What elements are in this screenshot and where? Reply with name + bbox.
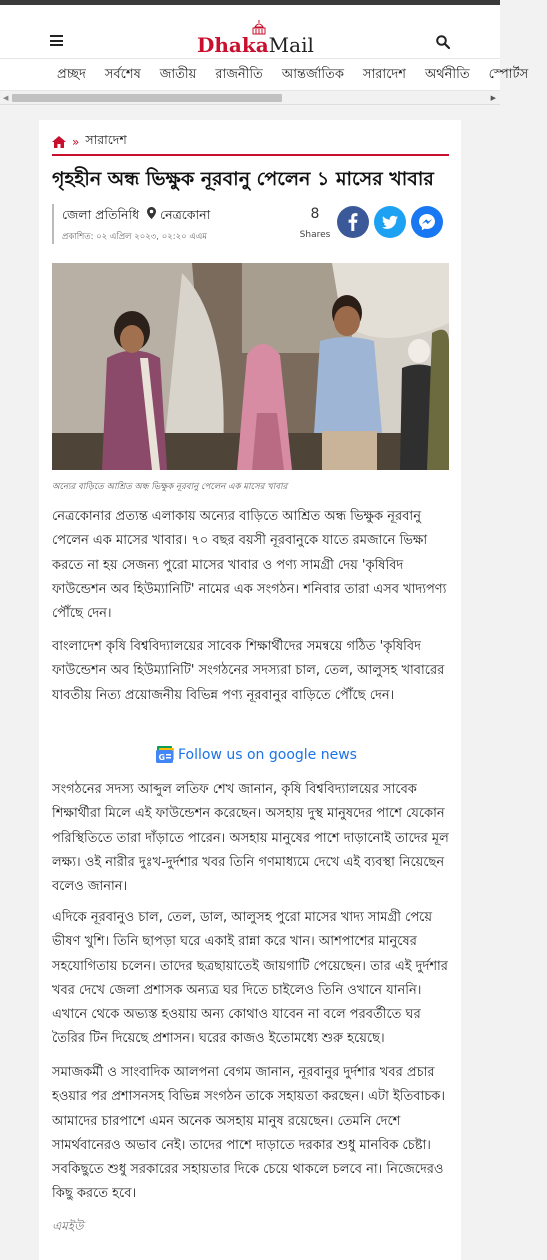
author-name: জেলা প্রতিনিধি bbox=[62, 207, 140, 222]
nav-item[interactable]: রাজনীতি bbox=[215, 67, 263, 82]
google-news-follow-link[interactable] bbox=[156, 746, 357, 763]
category-nav bbox=[0, 59, 529, 91]
breadcrumb-divider bbox=[52, 154, 449, 156]
author-location: নেত্রকোনা bbox=[160, 207, 211, 222]
article-photo-illustration bbox=[52, 263, 449, 470]
messenger-icon bbox=[411, 206, 443, 238]
logo-text-dhaka: Dhaka bbox=[197, 33, 269, 57]
twitter-icon bbox=[374, 206, 406, 238]
twitter-share-button[interactable] bbox=[374, 206, 406, 238]
breadcrumb bbox=[52, 132, 127, 152]
article-container bbox=[39, 120, 461, 1260]
site-header bbox=[0, 5, 500, 59]
article-title: গৃহহীন অন্ধ ভিক্ষুক নূরবানু পেলেন ১ মাসের খাবার bbox=[52, 168, 434, 190]
scroll-left-arrow-icon[interactable]: ◀ bbox=[3, 94, 9, 102]
scrollbar-thumb[interactable] bbox=[12, 94, 282, 102]
search-icon[interactable] bbox=[436, 35, 450, 49]
share-count-number: 8 bbox=[310, 206, 320, 222]
breadcrumb-separator: » bbox=[72, 135, 80, 149]
location-pin-icon bbox=[147, 207, 160, 222]
nav-item[interactable]: সর্বশেষ bbox=[104, 67, 141, 82]
article-paragraph: এদিকে নূরবানুও চাল, তেল, ডাল, আলুসহ পুরো মাসের খাদ্য সামগ্রী পেয়ে ভীষণ খুশি। তিনি ছাপড়া ঘরে একাই রান্না করে খান। আশপাশের মানুষের সহযোগিতায় চলেন। তাদের ছত্রছায়াতেই জায়গাটি পেয়েছেন। তার এই দুর্দশার খবর দেখে জেলা প্রশাসক অন্যত্র ঘর দিতে চাইলেও তিনি ওখানে যাননি। এখানে থেকে অভ্যস্ত হওয়ায় অন্য কোথাও যাবেন না বলে পরবর্তীতে ঘর তৈরির টিন দিয়েছে প্রশাসন। ঘরের কাজও ইতোমধ্যে শুরু হয়েছে। bbox=[52, 910, 448, 1047]
facebook-share-button[interactable] bbox=[337, 206, 369, 238]
home-icon[interactable] bbox=[52, 136, 66, 148]
nav-item[interactable]: সারাদেশ bbox=[362, 67, 406, 82]
byline-bar bbox=[52, 204, 54, 244]
horizontal-scrollbar[interactable] bbox=[0, 91, 500, 105]
author-signoff: এমইউ bbox=[52, 1219, 84, 1233]
article-paragraph: নেত্রকোনার প্রত্যন্ত এলাকায় অন্যের বাড়িতে আশ্রিত অন্ধ ভিক্ষুক নূরবানু পেলেন এক মাসের খাবার। ৭০ বছর বয়সী নূরবানুকে যাতে রমজানে ভিক্ষা করতে না হয় সেজন্য পুরো মাসের খাবার ও পণ্য সামগ্রী দেয় 'কৃষিবিদ ফাউন্ডেশন অব হিউম্যানিটি' নামের এক সংগঠন। শনিবার তারা এসব খাদ্যপণ্য পৌঁছে দেন। bbox=[52, 509, 447, 622]
google-news-label: Follow us on google news bbox=[178, 746, 357, 763]
share-count-label: Shares bbox=[299, 230, 331, 240]
nav-item[interactable]: অর্থনীতি bbox=[424, 67, 470, 82]
nav-item[interactable]: প্রচ্ছদ bbox=[57, 67, 86, 82]
share-count bbox=[299, 206, 331, 241]
breadcrumb-category-link[interactable]: সারাদেশ bbox=[85, 132, 127, 147]
messenger-share-button[interactable] bbox=[411, 206, 443, 238]
facebook-icon bbox=[337, 206, 369, 238]
article-paragraph: বাংলাদেশ কৃষি বিশ্ববিদ্যালয়ের সাবেক শিক্ষার্থীদের সমন্বয়ে গঠিত 'কৃষিবিদ ফাউন্ডেশন অব হিউম্যানিটি' সংগঠনের সদস্যরা চাল, তেল, আলুসহ খাবারের যাবতীয় নিত্য প্রয়োজনীয় বিভিন্ন পণ্য নূরবানুর বাড়িতে পৌঁছে দেন। bbox=[52, 639, 445, 703]
article-paragraph: সংগঠনের সদস্য আব্দুল লতিফ শেখ জানান, কৃষি বিশ্ববিদ্যালয়ের সাবেক শিক্ষার্থীরা মিলে এই ফাউন্ডেশন করেছেন। অসহায় দুস্থ মানুষদের পাশে যেকোন পরিস্থিতিতে তারা দাঁড়াতে পারেন। অসহায় মানুষের পাশে দাড়ানোই তাদের মূল লক্ষ্য। ওই নারীর দুঃখ-দুর্দশার খবর তিনি গণমাধ্যমে দেখে এই ব্যবস্থা নিয়েছেন বলেও জানান। bbox=[52, 782, 449, 895]
nav-item[interactable]: জাতীয় bbox=[159, 67, 197, 82]
svg-text:G: G bbox=[158, 753, 166, 762]
logo-building-icon bbox=[250, 19, 268, 35]
article-paragraph: সমাজকর্মী ও সাংবাদিক আলপনা বেগম জানান, নূরবানুর দুর্দশার খবর প্রচার হওয়ার পর প্রশাসনসহ বিভিন্ন সংগঠন তাকে সহায়তা করছেন। এটা ইতিবাচক। আমাদের চারপাশে এমন অনেক অসহায় মানুষ রয়েছেন। তেমনি দেশে সামর্থবানেরও অভাব নেই। তাদের পাশে দাড়াতে দরকার শুধু মানবিক চেষ্টা। সবকিছুতে শুধু সরকারের সহায়তার দিকে চেয়ে থাকলে চলবে না। নিজেদেরও কিছু করতে হবে। bbox=[52, 1065, 445, 1202]
article-byline bbox=[52, 204, 449, 246]
site-logo[interactable] bbox=[197, 25, 314, 57]
scroll-right-arrow-icon[interactable]: ▶ bbox=[490, 94, 496, 102]
category-nav-list bbox=[57, 65, 547, 86]
photo-caption: অন্যের বাড়িতে আশ্রিত অন্ধ ভিক্ষুক নূরবানু পেলেন এক মাসের খাবার bbox=[52, 482, 288, 492]
logo-text-mail: Mail bbox=[268, 33, 314, 57]
published-date: প্রকাশিত: ০২ এপ্রিল ২০২৩, ০২:২০ এএম bbox=[62, 232, 208, 242]
hamburger-menu-icon[interactable] bbox=[50, 35, 63, 46]
byline-author-row bbox=[62, 207, 210, 227]
nav-item[interactable]: আন্তর্জাতিক bbox=[281, 67, 344, 82]
article-photo[interactable] bbox=[52, 263, 449, 470]
nav-item[interactable]: স্পোর্টস bbox=[488, 67, 529, 82]
google-news-icon bbox=[156, 746, 175, 763]
